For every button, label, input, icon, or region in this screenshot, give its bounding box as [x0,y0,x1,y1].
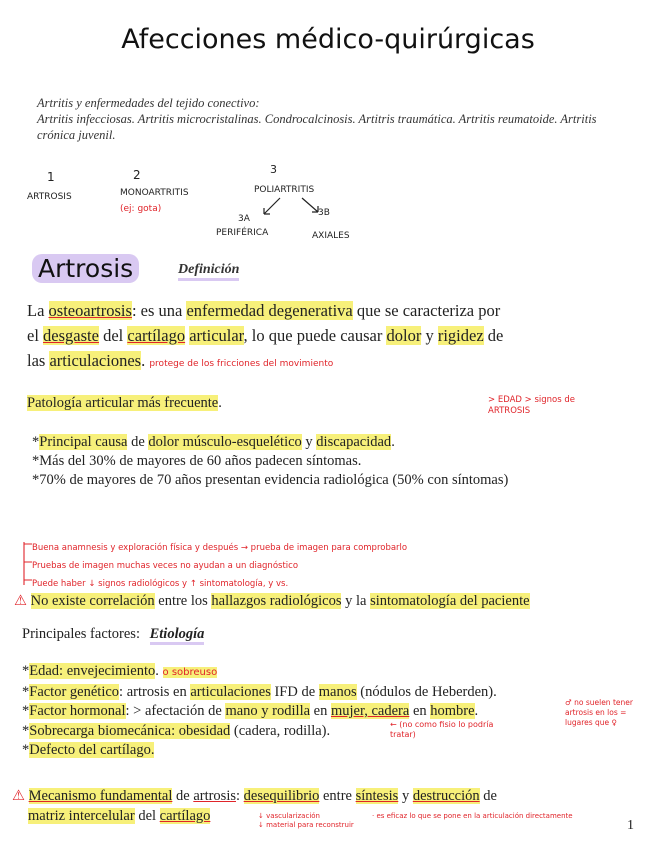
note-line: ↓ material para reconstruir [258,821,354,829]
term-cartilago: cartílago [159,808,211,824]
factores-line [22,626,204,643]
term-dolor-musculo: dolor músculo-esquelético [148,434,302,450]
diagram-monoartritis: MONOARTRITIS [120,188,189,198]
term-rigidez: rigidez [437,326,484,345]
text: : es una [131,301,183,320]
text: * [22,663,30,679]
text: del [103,326,124,345]
cause-hormonal [22,702,497,722]
term-desgaste: desgaste [43,326,99,345]
text: de [176,788,190,804]
term-hallazgos: hallazgos radiológicos [211,593,342,609]
term-sobrecarga: Sobrecarga biomecánica: obesidad [29,722,231,739]
red-notes [32,539,407,593]
text: : [236,788,241,804]
text: del [138,808,157,824]
intro-line-2: Artritis infecciosas. Artritis microcristalinas. Condrocalcinosis. Artitris traumática. Artritis reumatoide. Artritis crónica juvenil. [37,112,597,142]
note-edad: > EDAD > signos de ARTROSIS [488,395,576,416]
text: de [131,434,145,450]
term-articular: articular [189,326,244,345]
term-patologia: Patología articular más frecuente [27,395,219,411]
warning-correlacion [14,593,530,610]
text: (cadera, rodilla). [233,722,331,739]
stat-1 [32,433,508,452]
intro-text [37,95,617,143]
text: . [155,663,159,679]
definition-line-3 [27,348,637,377]
note-sobreuso: o sobreuso [162,667,218,678]
cause-genetico [22,683,497,703]
term-edad: Edad: envejecimiento [29,663,156,679]
red-note-3: Puede haber ↓ signos radiológicos y ↑ sintomatología, y vs. [32,579,289,589]
text: que se caracteriza por [356,301,501,320]
term-discapacidad: discapacidad [316,434,392,450]
text: * [22,742,30,758]
mecanismo-line-1 [12,786,612,806]
term-mujer-cadera: mujer, cadera [330,703,410,719]
term-matriz: matriz intercelular [28,808,135,824]
text: La [27,301,45,320]
term-hombre: hombre [430,703,475,719]
diagram-num-1: 1 [47,170,55,184]
term-no-correlacion: No existe correlación [30,593,155,609]
section-heading-artrosis: Artrosis [32,254,139,283]
page-number: 1 [627,818,634,833]
note-bracket [14,540,34,590]
diagram-ej-gota: (ej: gota) [120,204,162,214]
stat-2: *Más del 30% de mayores de 60 años padecen síntomas. [32,453,362,469]
term-mecanismo: Mecanismo fundamental [28,788,173,804]
text: de [487,326,504,345]
diagram-num-3a: 3A [238,214,250,224]
text: . [141,351,146,370]
text: entre los [158,593,208,609]
term-articulaciones: articulaciones [49,351,142,370]
term-dolor: dolor [386,326,422,345]
stat-3: *70% de mayores de 70 años presentan evidencia radiológica (50% con síntomas) [32,472,509,488]
text: el [27,326,39,345]
note-line: ↓ vascularización [258,812,320,820]
stats-list [32,433,508,490]
diagram-num-2: 2 [133,168,141,182]
subheading-etiologia: Etiología [150,626,205,645]
term-osteoartrosis: osteoartrosis [48,301,132,320]
text: , lo que puede causar [243,326,383,345]
red-note-1: Buena anamnesis y exploración física y después → prueba de imagen para comprobarlo [32,543,408,553]
text: * [22,683,30,700]
term-principal-causa: Principal causa [39,434,128,450]
text: (nódulos de Heberden). [360,683,497,700]
term-factor-genetico: Factor genético [29,683,120,700]
text: . [391,434,395,450]
factores-label: Principales factores: [22,626,140,642]
text: * [22,722,30,739]
warning-icon: ⚠ [12,788,25,804]
diagram-num-3: 3 [270,163,277,176]
text: : > afectación de [125,703,222,719]
text: y [401,788,410,804]
definition-line-1 [27,298,637,323]
term-defecto-cartilago: Defecto del cartílago. [29,742,155,758]
term-cartilago: cartílago [127,326,186,345]
term-factor-hormonal: Factor hormonal [29,703,126,719]
note-eficaz: · es eficaz lo que se pone en la articulación directamente [372,812,573,820]
text: entre [323,788,352,804]
text: y [305,434,313,450]
diagram-periferica: PERIFÉRICA [216,228,269,238]
note-vascularizacion [258,812,354,830]
text: * [22,703,30,719]
note-protege: protege de los fricciones del movimiento [149,359,334,369]
note-hombre-mujer: ♂ no suelen tener artrosis en los = lugares que ♀ [565,698,633,727]
text: en [313,703,328,719]
text: y [425,326,434,345]
cause-edad [22,662,497,683]
definition-paragraph [27,298,637,377]
definition-line-2 [27,323,637,348]
diagram-axiales: AXIALES [312,231,350,241]
text: y la [345,593,367,609]
text: las [27,351,46,370]
term-sintomatologia: sintomatología del paciente [370,593,530,609]
causes-list [22,662,497,761]
text: IFD de [274,683,316,700]
page-title: Afecciones médico-quirúrgicas [121,24,535,55]
term-sintesis: síntesis [355,788,399,804]
term-manos: manos [318,683,357,700]
term-enfermedad-degenerativa: enfermedad degenerativa [186,301,353,320]
diagram-artrosis: ARTROSIS [27,192,72,202]
red-note-2: Pruebas de imagen muchas veces no ayudan a un diagnóstico [32,561,299,571]
text: en [412,703,427,719]
diagram-num-3b: 3B [318,208,330,218]
term-artrosis: artrosis [193,788,236,804]
term-destruccion: destrucción [412,788,480,804]
diagram-poliartritis: POLIARTRITIS [254,185,315,195]
patologia-line [27,395,222,412]
warning-icon: ⚠ [14,593,27,609]
term-mano-rodilla: mano y rodilla [225,703,311,719]
text: . [474,703,479,719]
intro-line-1: Artritis y enfermedades del tejido conectivo: [37,96,260,110]
text: * [32,434,40,450]
term-desequilibrio: desequilibrio [243,788,320,804]
text: de [483,788,497,804]
text: . [218,395,222,411]
subheading-definicion: Definición [178,262,239,281]
text: : artrosis en [119,683,187,700]
cause-defecto [22,741,497,761]
note-fisio: ← (no como fisio lo podría tratar) [390,720,494,739]
term-articulaciones: articulaciones [190,683,271,700]
